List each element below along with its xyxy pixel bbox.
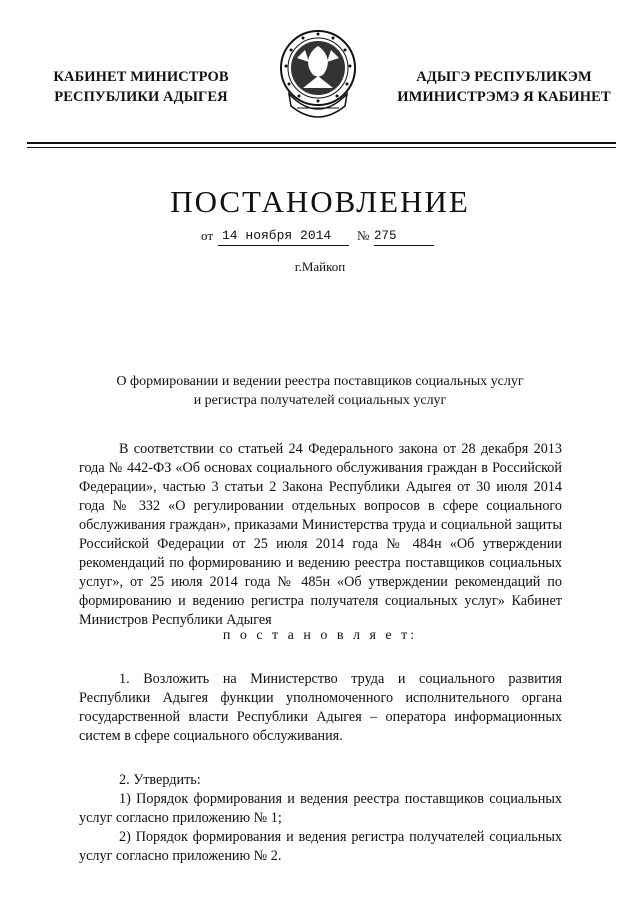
clause-2-1: 1) Порядок формирования и ведения реестра поставщиков социальных услуг согласно приложению № 1; bbox=[79, 791, 562, 826]
document-subject bbox=[60, 372, 580, 410]
issuer-name-adyghe bbox=[388, 67, 620, 107]
city: г.Майкоп bbox=[294, 259, 346, 274]
date-prefix: от bbox=[201, 228, 214, 243]
clause-1: 1. Возложить на Министерство труда и социального развития Республики Адыгея функции уполномоченного исполнительного органа государственной власти Республики Адыгея – оператора информационных систем в сфере социального обслуживания. bbox=[79, 671, 562, 744]
issuer-adyghe-line-1: АДЫГЭ РЕСПУБЛИКЭМ bbox=[416, 69, 592, 85]
issuer-name-russian bbox=[30, 67, 252, 107]
subject-line-2: и регистра получателей социальных услуг bbox=[193, 393, 447, 408]
header-rule-thick bbox=[27, 142, 616, 144]
subject-line-1: О формировании и ведении реестра поставщиков социальных услуг bbox=[116, 374, 524, 389]
decree-word: п о с т а н о в л я е т: bbox=[222, 628, 418, 643]
header-rule-thin bbox=[27, 147, 616, 148]
document-title: ПОСТАНОВЛЕНИЕ bbox=[170, 184, 470, 219]
issuer-line-1: КАБИНЕТ МИНИСТРОВ bbox=[53, 69, 229, 85]
coat-of-arms-adygea-icon bbox=[275, 28, 361, 128]
issuer-line-2: РЕСПУБЛИКИ АДЫГЕЯ bbox=[54, 89, 228, 105]
preamble-paragraph: В соответствии со статьей 24 Федерального закона от 28 декабря 2013 года № 442-ФЗ «Об основах социального обслуживания граждан в Российской Федерации», частью 3 статьи 2 Закона Республики Адыгея от 30 июля 2014 года № 332 «О регулировании отдельных вопросов в сфере социального обслуживания граждан», приказами Министерства труда и социальной защиты Российской Федерации от 25 июля 2014 года № 484н «Об утверждении рекомендаций по формированию и ведению реестра поставщиков социальных услуг», от 25 июля 2014 года № 485н «Об утверждении рекомендаций по формированию и ведению регистра получателя социальных услуг» Кабинет Министров Республики Адыгея bbox=[79, 441, 562, 628]
clause-2: 2. Утвердить: bbox=[119, 772, 201, 788]
issuer-adyghe-line-2: ИМИНИСТРЭМЭ Я КАБИНЕТ bbox=[397, 89, 611, 105]
number-prefix: № bbox=[357, 228, 370, 243]
document-date: 14 ноября 2014 bbox=[218, 227, 349, 246]
clause-2-2: 2) Порядок формирования и ведения регистра получателей социальных услуг согласно приложению № 2. bbox=[79, 829, 562, 864]
document-number: 275 bbox=[374, 227, 434, 246]
